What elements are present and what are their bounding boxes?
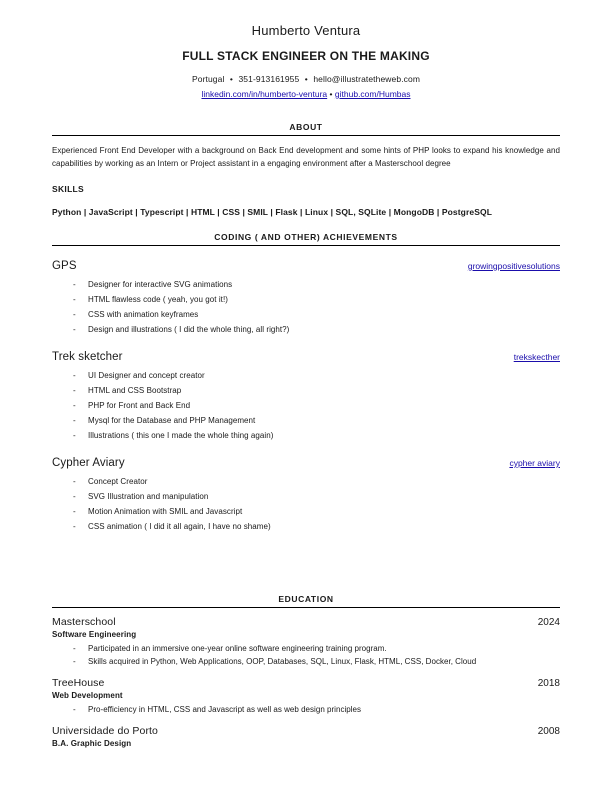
list-item: - Design and illustrations ( I did the whole thing, all right?) [52, 322, 560, 337]
education-header [52, 677, 560, 689]
education-degree: B.A. Graphic Design [52, 739, 132, 748]
education-school: Masterschool [52, 616, 116, 628]
section-heading-about: ABOUT [52, 122, 560, 136]
education-degree: Software Engineering [52, 630, 137, 639]
project-title: Cypher Aviary [52, 457, 125, 469]
section-heading-education: EDUCATION [52, 594, 560, 608]
headline-tagline: FULL STACK ENGINEER ON THE MAKING [182, 49, 430, 63]
section-heading-coding: CODING ( AND OTHER) ACHIEVEMENTS [52, 232, 560, 246]
education-bullet-list [52, 642, 560, 668]
project-header [52, 351, 560, 363]
project-link[interactable]: trekskecther [513, 352, 560, 362]
education-header [52, 616, 560, 628]
list-item: - Motion Animation with SMIL and Javascript [52, 504, 560, 519]
links-separator: • [329, 89, 333, 99]
education-year: 2018 [537, 678, 560, 689]
education-bullet-list [52, 703, 560, 716]
list-item: - Skills acquired in Python, Web Applications, OOP, Databases, SQL, Linux, Flask, HTML, CSS, Docker, Cloud [52, 655, 560, 668]
contact-line [52, 73, 560, 86]
project-entry [52, 457, 560, 534]
contact-location: Portugal [191, 74, 225, 84]
list-item: - Participated in an immersive one-year online software engineering training program. [52, 642, 560, 655]
skills-label: SKILLS [52, 184, 85, 194]
page-title: Humberto Ventura [251, 23, 361, 38]
education-year: 2024 [537, 617, 560, 628]
education-entry [52, 677, 560, 716]
list-item: - PHP for Front and Back End [52, 398, 560, 413]
list-item: - Pro-efficiency in HTML, CSS and Javascript as well as web design principles [52, 703, 560, 716]
list-item: - Mysql for the Database and PHP Management [52, 413, 560, 428]
project-bullet-list [52, 474, 560, 534]
education-entry [52, 616, 560, 668]
project-link[interactable]: cypher aviary [509, 458, 560, 468]
list-item: - CSS with animation keyframes [52, 307, 560, 322]
education-school: Universidade do Porto [52, 725, 158, 737]
project-bullet-list [52, 277, 560, 337]
project-bullet-list [52, 368, 560, 443]
section-spacer [52, 534, 560, 594]
project-entry [52, 351, 560, 443]
list-item: - CSS animation ( I did it all again, I have no shame) [52, 519, 560, 534]
education-degree: Web Development [52, 691, 123, 700]
education-school: TreeHouse [52, 677, 105, 689]
list-item: - Concept Creator [52, 474, 560, 489]
list-item: - Designer for interactive SVG animations [52, 277, 560, 292]
list-item: - UI Designer and concept creator [52, 368, 560, 383]
list-item: - HTML and CSS Bootstrap [52, 383, 560, 398]
project-link[interactable]: growingpositivesolutions [467, 261, 560, 271]
project-title: GPS [52, 260, 77, 272]
list-item: - HTML flawless code ( yeah, you got it!) [52, 292, 560, 307]
education-header [52, 725, 560, 737]
project-header [52, 260, 560, 272]
contact-email: hello@illustratetheweb.com [313, 74, 421, 84]
about-summary: Experienced Front End Developer with a background on Back End development and some hints of PHP looks to expand his knowledge and capabilities by working as an Intern or Project assistant in a engaging environment after a Masterschool degree [52, 146, 560, 168]
project-entry [52, 260, 560, 337]
project-title: Trek sketcher [52, 351, 123, 363]
list-item: - SVG Illustration and manipulation [52, 489, 560, 504]
skills-list: Python | JavaScript | Typescript | HTML | CSS | SMIL | Flask | Linux | SQL, SQLite | MongoDB | PostgreSQL [52, 207, 492, 217]
contact-phone: 351-913161955 [238, 74, 300, 84]
education-entry [52, 725, 560, 748]
resume-header [52, 22, 560, 101]
education-year: 2008 [537, 726, 560, 737]
project-header [52, 457, 560, 469]
list-item: - Illustrations ( this one I made the whole thing again) [52, 428, 560, 443]
linkedin-link[interactable]: linkedin.com/in/humberto-ventura [201, 89, 328, 99]
contact-separator-1: • [229, 74, 233, 84]
profile-links [52, 88, 560, 101]
github-link[interactable]: github.com/Humbas [334, 89, 411, 99]
contact-separator-2: • [304, 74, 308, 84]
